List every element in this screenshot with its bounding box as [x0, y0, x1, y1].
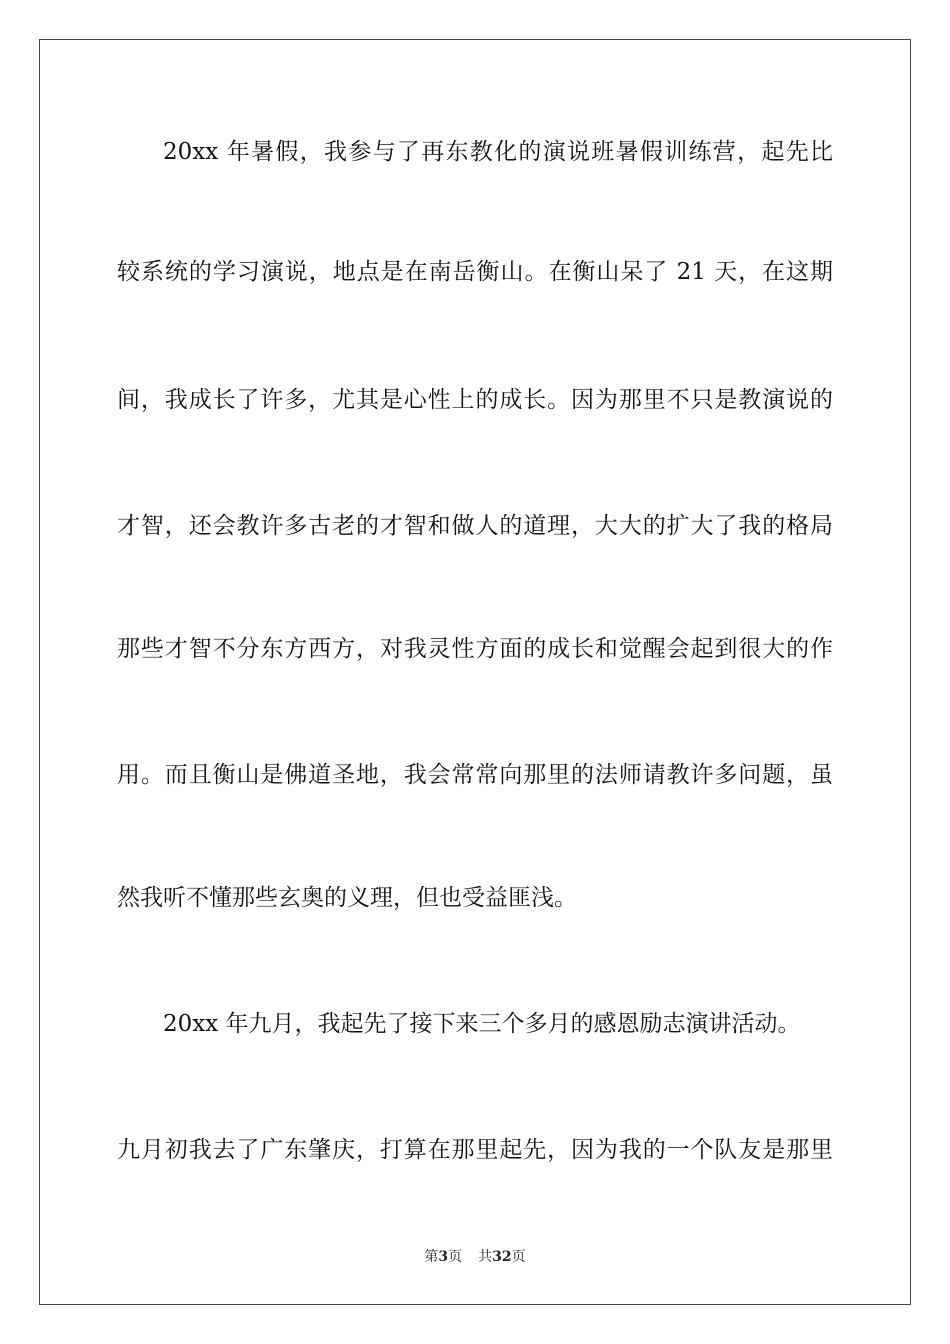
paragraph-1-line-4: 才智，还会教许多古老的才智和做人的道理，大大的扩大了我的格局 — [117, 513, 833, 539]
footer-page-suffix: 页 — [448, 1249, 463, 1265]
footer-page-number: 3 — [438, 1249, 449, 1265]
footer-total-pages: 32 — [492, 1249, 512, 1265]
paragraph-2-line-1: 20xx 年九月，我起先了接下来三个多月的感恩励志演讲活动。 — [163, 1011, 801, 1037]
footer-total-prefix: 共 — [478, 1249, 493, 1265]
page-footer — [0, 1248, 950, 1266]
footer-total-suffix: 页 — [511, 1249, 526, 1265]
paragraph-1-line-5: 那些才智不分东方西方，对我灵性方面的成长和觉醒会起到很大的作 — [117, 636, 833, 662]
paragraph-1-line-3: 间，我成长了许多，尤其是心性上的成长。因为那里不只是教演说的 — [117, 387, 833, 413]
paragraph-2-line-2: 九月初我去了广东肇庆，打算在那里起先，因为我的一个队友是那里 — [117, 1137, 833, 1163]
paragraph-1-line-1: 20xx 年暑假，我参与了再东教化的演说班暑假训练营，起先比 — [163, 139, 833, 165]
page-frame — [39, 39, 911, 1305]
paragraph-1-line-7: 然我听不懂那些玄奥的义理，但也受益匪浅。 — [117, 885, 577, 911]
paragraph-1-line-6: 用。而且衡山是佛道圣地，我会常常向那里的法师请教许多问题，虽 — [117, 762, 833, 788]
footer-page-prefix: 第 — [424, 1249, 439, 1265]
paragraph-1-line-2: 较系统的学习演说，地点是在南岳衡山。在衡山呆了 21 天，在这期 — [117, 259, 833, 285]
